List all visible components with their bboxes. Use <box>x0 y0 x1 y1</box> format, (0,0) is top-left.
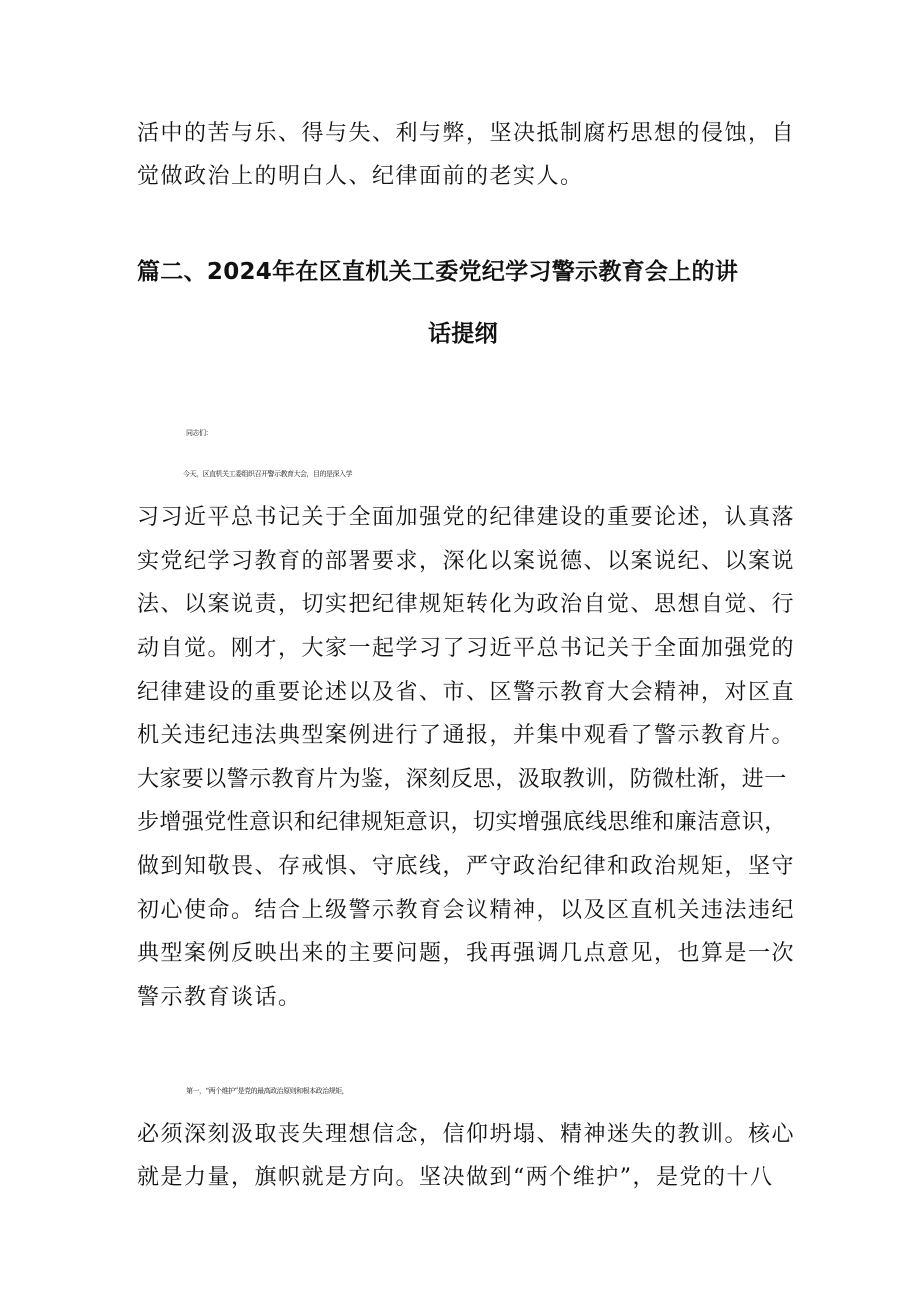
para1-line-10: 做到知敬畏、存戒惧、守底线，严守政治纪律和政治规矩，坚守 <box>137 854 796 879</box>
para1-line-5: 动自觉。刚才，大家一起学习了习近平总书记关于全面加强党的 <box>137 636 796 661</box>
para1-line-2: 习习近平总书记关于全面加强党的纪律建设的重要论述，认真落 <box>137 505 796 530</box>
para1-line-3: 实党纪学习教育的部署要求，深化以案说德、以案说纪、以案说 <box>137 549 796 574</box>
para1-line-6: 纪律建设的重要论述以及省、市、区警示教育大会精神，对区直 <box>137 680 796 705</box>
para1-line-9: 步增强党性意识和纪律规矩意识，切实增强底线思维和廉洁意识， <box>137 810 787 835</box>
para1-line-4: 法、以案说责，切实把纪律规矩转化为政治自觉、思想自觉、行 <box>137 592 796 617</box>
section-heading-line-1: 篇二、2024年在区直机关工委党纪学习警示教育会上的讲 <box>137 259 739 285</box>
para2-line-3: 就是力量，旗帜就是方向。坚决做到“两个维护”，是党的十八 <box>137 1165 774 1190</box>
para1-line-7: 机关违纪违法典型案例进行了通报，并集中观看了警示教育片。 <box>137 723 796 748</box>
salutation: 同志们： <box>186 429 212 437</box>
para1-line-11: 初心使命。结合上级警示教育会议精神，以及区直机关违法违纪 <box>137 898 796 923</box>
intro-line-2: 觉做政治上的明白人、纪律面前的老实人。 <box>137 164 584 189</box>
section-heading-line-2: 话提纲 <box>428 321 498 347</box>
para1-line-1: 今天，区直机关工委组织召开警示教育大会，目的是深入学 <box>183 470 352 478</box>
para2-line-1: 第一，“两个维护”是党的最高政治原则和根本政治规矩， <box>186 1087 349 1095</box>
para1-line-13: 警示教育谈话。 <box>137 985 302 1010</box>
para1-line-8: 大家要以警示教育片为鉴，深刻反思，汲取教训，防微杜渐，进一 <box>137 767 787 792</box>
para2-line-2: 必须深刻汲取丧失理想信念，信仰坍塌、精神迷失的教训。核心 <box>137 1122 796 1147</box>
para1-line-12: 典型案例反映出来的主要问题，我再强调几点意见，也算是一次 <box>137 941 796 966</box>
intro-line-1: 活中的苦与乐、得与失、利与弊，坚决抵制腐朽思想的侵蚀，自 <box>137 121 796 146</box>
